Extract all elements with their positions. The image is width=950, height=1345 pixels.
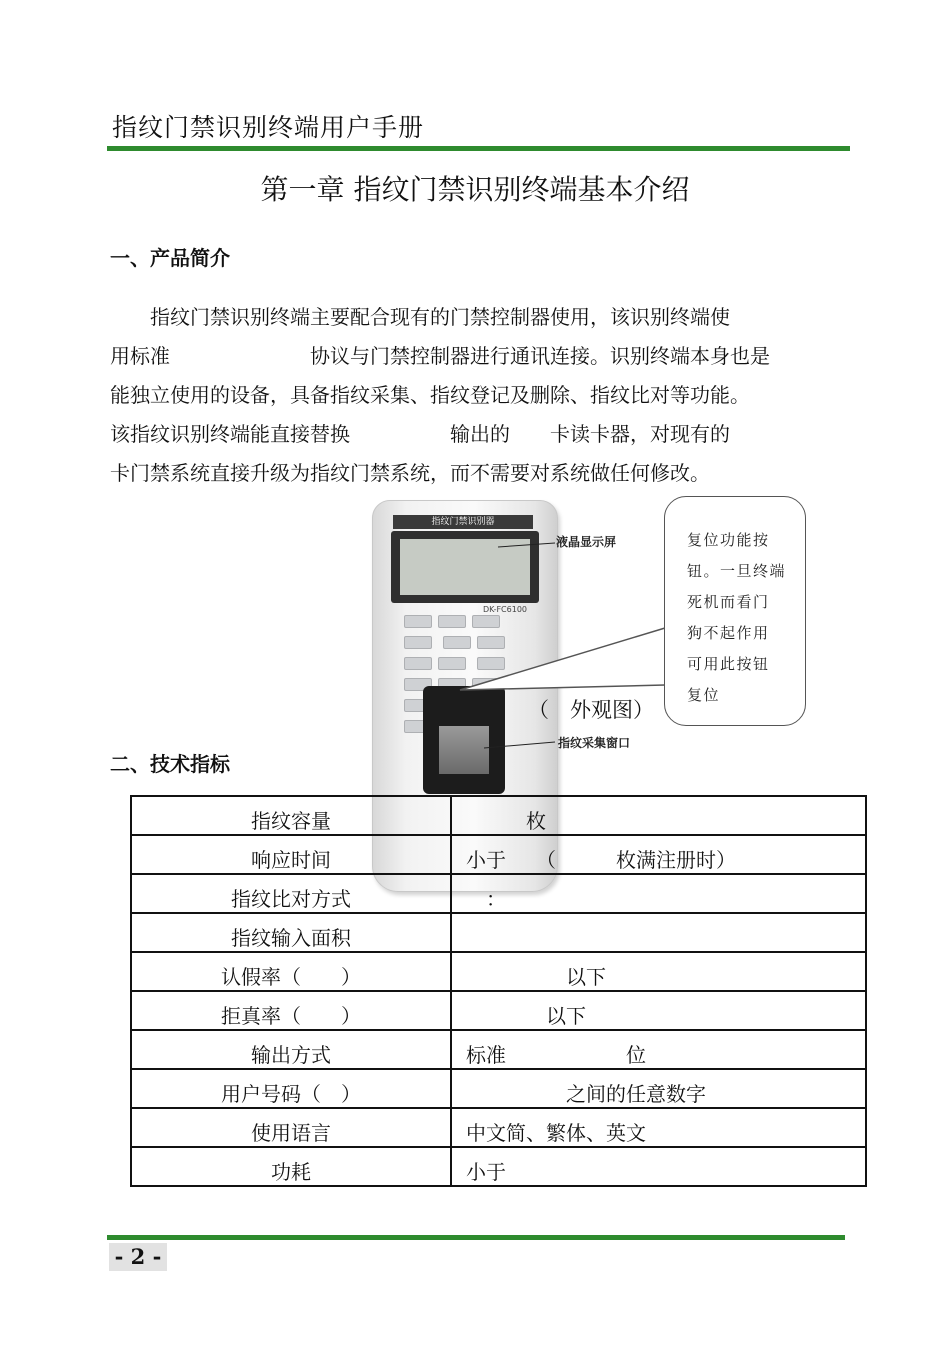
section-heading-specs: 二、技术指标 — [110, 752, 230, 776]
bubble-text — [687, 525, 787, 711]
spec-name: 指纹容量 — [131, 796, 451, 835]
spec-name: 使用语言 — [131, 1108, 451, 1147]
bubble-line: 复位 — [687, 686, 721, 704]
spec-name: 指纹比对方式 — [131, 874, 451, 913]
chapter-title: 第一章 指纹门禁识别终端基本介绍 — [260, 173, 690, 206]
table-row — [131, 1030, 866, 1069]
table-row — [131, 1069, 866, 1108]
spec-name: 功耗 — [131, 1147, 451, 1186]
spec-value: 中文简、繁体、英文 — [451, 1108, 866, 1147]
spec-name: 指纹输入面积 — [131, 913, 451, 952]
table-row — [131, 835, 866, 874]
spec-value: 小于 （ 枚满注册时） — [451, 835, 866, 874]
lcd-callout-label: 液晶显示屏 — [556, 535, 617, 549]
table-row — [131, 991, 866, 1030]
reset-callout-bubble — [664, 496, 806, 726]
figure-caption: （ 外观图） — [528, 698, 654, 722]
spec-name: 响应时间 — [131, 835, 451, 874]
intro-line: 能独立使用的设备，具备指纹采集、指纹登记及删除、指纹比对等功能。 — [110, 383, 750, 407]
bubble-line: 死机而看门 — [687, 593, 770, 611]
section-heading-intro: 一、产品简介 — [110, 246, 230, 270]
spec-value: 之间的任意数字 — [451, 1069, 866, 1108]
table-row — [131, 874, 866, 913]
sensor-callout-label: 指纹采集窗口 — [558, 736, 631, 750]
spec-name: 拒真率（ ） — [131, 991, 451, 1030]
spec-name: 认假率（ ） — [131, 952, 451, 991]
footer-rule — [107, 1235, 845, 1240]
spec-value: 枚 — [451, 796, 866, 835]
table-row — [131, 952, 866, 991]
table-row — [131, 913, 866, 952]
spec-value: 以下 — [451, 991, 866, 1030]
intro-line: 指纹门禁识别终端主要配合现有的门禁控制器使用，该识别终端使 — [110, 305, 730, 329]
spec-name: 输出方式 — [131, 1030, 451, 1069]
intro-line: 用标准 协议与门禁控制器进行通讯连接。识别终端本身也是 — [110, 344, 770, 368]
spec-table — [130, 795, 867, 1187]
sensor-callout-line — [484, 742, 555, 748]
lcd-callout-line — [498, 543, 555, 547]
bubble-line: 狗不起作用 — [687, 624, 770, 642]
spec-value — [451, 913, 866, 952]
table-row — [131, 1108, 866, 1147]
bubble-line: 钮。一旦终端 — [687, 562, 787, 580]
spec-value: 小于 — [451, 1147, 866, 1186]
page-number: - 2 - — [109, 1243, 167, 1271]
spec-value: 以下 — [451, 952, 866, 991]
model-label: DK-FC6100 — [483, 605, 527, 614]
device-top-label: 指纹门禁识别器 — [393, 515, 533, 529]
spec-value: 标准 位 — [451, 1030, 866, 1069]
table-row — [131, 796, 866, 835]
intro-line: 该指纹识别终端能直接替换 输出的 卡读卡器，对现有的 — [110, 422, 730, 446]
bubble-pointer — [460, 628, 665, 690]
table-row — [131, 1147, 866, 1186]
running-header-title: 指纹门禁识别终端用户手册 — [112, 113, 425, 142]
intro-line: 卡门禁系统直接升级为指纹门禁系统，而不需要对系统做任何修改。 — [110, 461, 710, 485]
bubble-line: 可用此按钮 — [687, 655, 770, 673]
spec-name: 用户号码（ ） — [131, 1069, 451, 1108]
spec-value: ： — [451, 874, 866, 913]
bubble-line: 复位功能按 — [687, 531, 770, 549]
